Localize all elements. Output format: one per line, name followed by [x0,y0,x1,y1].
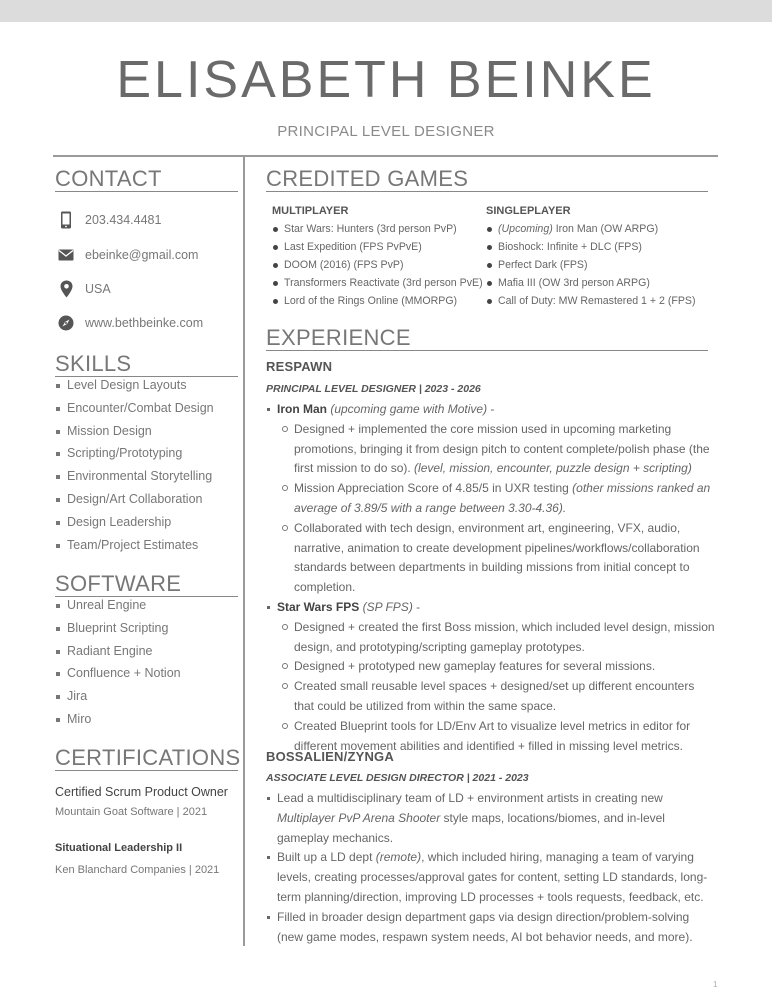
project-suffix: - [487,402,495,416]
list-item: Bioshock: Infinite + DLC (FPS) [486,238,696,256]
page-number: 1 [713,980,718,989]
list-item: Miro [55,708,181,731]
list-item: Lead a multidisciplinary team of LD + environment artists in creating new Multiplayer PvP Arena Shooter style maps, locations/biomes, and in-level gameplay mechanics. [266,789,716,848]
list-item: Team/Project Estimates [55,534,214,557]
list-item: Mission Design [55,420,214,443]
game-title: Iron Man (OW ARPG) [552,223,659,235]
upcoming-tag: (Upcoming) [498,223,553,235]
location-text: USA [85,282,111,296]
list-item: Designed + created the first Boss mission, which included level design, mission design, and prototyping/scripting gameplay prototypes. [266,618,716,658]
certification-issuer: Mountain Goat Software | 2021 [55,806,208,818]
job-title: ASSOCIATE LEVEL DESIGN DIRECTOR | 2021 - 2023 [266,772,529,784]
certifications-heading: CERTIFICATIONS [55,745,241,770]
skills-list [55,374,214,556]
singleplayer-games-list [486,220,696,310]
job-title: PRINCIPAL LEVEL DESIGNER | 2023 - 2026 [266,383,481,395]
compass-icon [57,314,75,332]
list-item: Mission Appreciation Score of 4.85/5 in UXR testing (other missions ranked an average of 3.89/5 with a range between 3.30-4.36). [266,479,716,519]
company-name: BOSSALIEN/ZYNGA [266,749,394,764]
contact-phone [57,209,161,231]
list-item: Star Wars: Hunters (3rd person PvP) [272,220,483,238]
experience-heading: EXPERIENCE [266,325,411,350]
project-note: (SP FPS) [359,599,413,614]
software-heading: SOFTWARE [55,571,182,596]
list-item: Designed + prototyped new gameplay features for several missions. [266,657,716,677]
email-address[interactable]: ebeinke@gmail.com [85,248,199,262]
list-item: Design Leadership [55,511,214,534]
list-item: Level Design Layouts [55,374,214,397]
top-bar [0,0,772,22]
list-item: Jira [55,685,181,708]
list-item: Created small reusable level spaces + designed/set up different encounters that could be utilized from within the same space. [266,677,716,717]
multiplayer-games-list [272,220,483,310]
company-name: RESPAWN [266,359,333,374]
list-item: Filled in broader design department gaps via design direction/problem-solving (new game modes, respawn system needs, AI bot behavior needs, and more). [266,908,716,948]
certification-title: Certified Scrum Product Owner [55,785,228,799]
list-item: Lord of the Rings Online (MMORPG) [272,292,483,310]
contact-website [57,312,203,334]
header-divider [53,155,718,157]
multiplayer-heading: MULTIPLAYER [272,205,349,217]
certification-title: Situational Leadership II [55,842,183,854]
project-iron-man [266,400,716,420]
bossalien-details [266,789,716,947]
experience-heading-underline [266,350,708,351]
credited-games-heading: CREDITED GAMES [266,166,469,191]
certification-item [55,840,240,878]
respawn-details [266,400,716,756]
certification-item [55,784,240,820]
list-item: Created Blueprint tools for LD/Env Art to visualize level metrics in editor for different movement abilities and identified + filled in missing level metrics. [266,717,716,757]
project-note: (upcoming game with Motive) [327,402,488,416]
list-item: Collaborated with tech design, environment art, engineering, VFX, audio, narrative, animation to create development pipelines/workflows/collaboration standards between departments in building missions from initial concept to completion. [266,519,716,598]
list-item: Designed + implemented the core mission used in upcoming marketing promotions, bringing it from design pitch to content complete/polish phase (the first mission to do so). (level, mission, encounter, puzzle design + scripting) [266,420,716,479]
location-pin-icon [57,280,75,298]
contact-heading: CONTACT [55,166,162,191]
list-item: Last Expedition (FPS PvPvE) [272,238,483,256]
list-item: Scripting/Prototyping [55,442,214,465]
software-list [55,594,181,731]
list-item: Perfect Dark (FPS) [486,256,696,274]
phone-icon [57,211,75,229]
list-item: Unreal Engine [55,594,181,617]
list-item: Call of Duty: MW Remastered 1 + 2 (FPS) [486,292,696,310]
singleplayer-heading: SINGLEPLAYER [486,205,571,217]
list-item [486,220,696,238]
list-item: Built up a LD dept (remote), which included hiring, managing a team of varying levels, creating processes/approval gates for content, setting LD standards, long-term planning/direction, improving LD processes + tools requests, feedback, etc. [266,848,716,907]
envelope-icon [57,246,75,264]
candidate-name: ELISABETH BEINKE [116,51,656,109]
contact-location [57,278,111,300]
certifications-heading-underline [55,770,238,771]
list-item: Encounter/Combat Design [55,397,214,420]
project-star-wars-fps [266,598,716,618]
phone-number: 203.434.4481 [85,213,162,227]
list-item: Confluence + Notion [55,662,181,685]
candidate-role: PRINCIPAL LEVEL DESIGNER [277,123,495,140]
project-suffix: - [412,599,421,614]
project-name: Star Wars FPS [277,599,360,614]
list-item: Radiant Engine [55,640,181,663]
skills-heading: SKILLS [55,351,132,376]
list-item: Transformers Reactivate (3rd person PvE) [272,274,483,292]
certification-issuer: Ken Blanchard Companies | 2021 [55,864,220,876]
list-item: Mafia III (OW 3rd person ARPG) [486,274,696,292]
list-item: Design/Art Collaboration [55,488,214,511]
list-item: Environmental Storytelling [55,465,214,488]
credited-games-heading-underline [266,191,708,192]
project-name: Iron Man [277,402,327,416]
contact-heading-underline [55,191,238,192]
website-link[interactable]: www.bethbeinke.com [85,316,204,330]
contact-email [57,244,198,266]
column-divider [243,155,245,946]
list-item: DOOM (2016) (FPS PvP) [272,256,483,274]
list-item: Blueprint Scripting [55,617,181,640]
